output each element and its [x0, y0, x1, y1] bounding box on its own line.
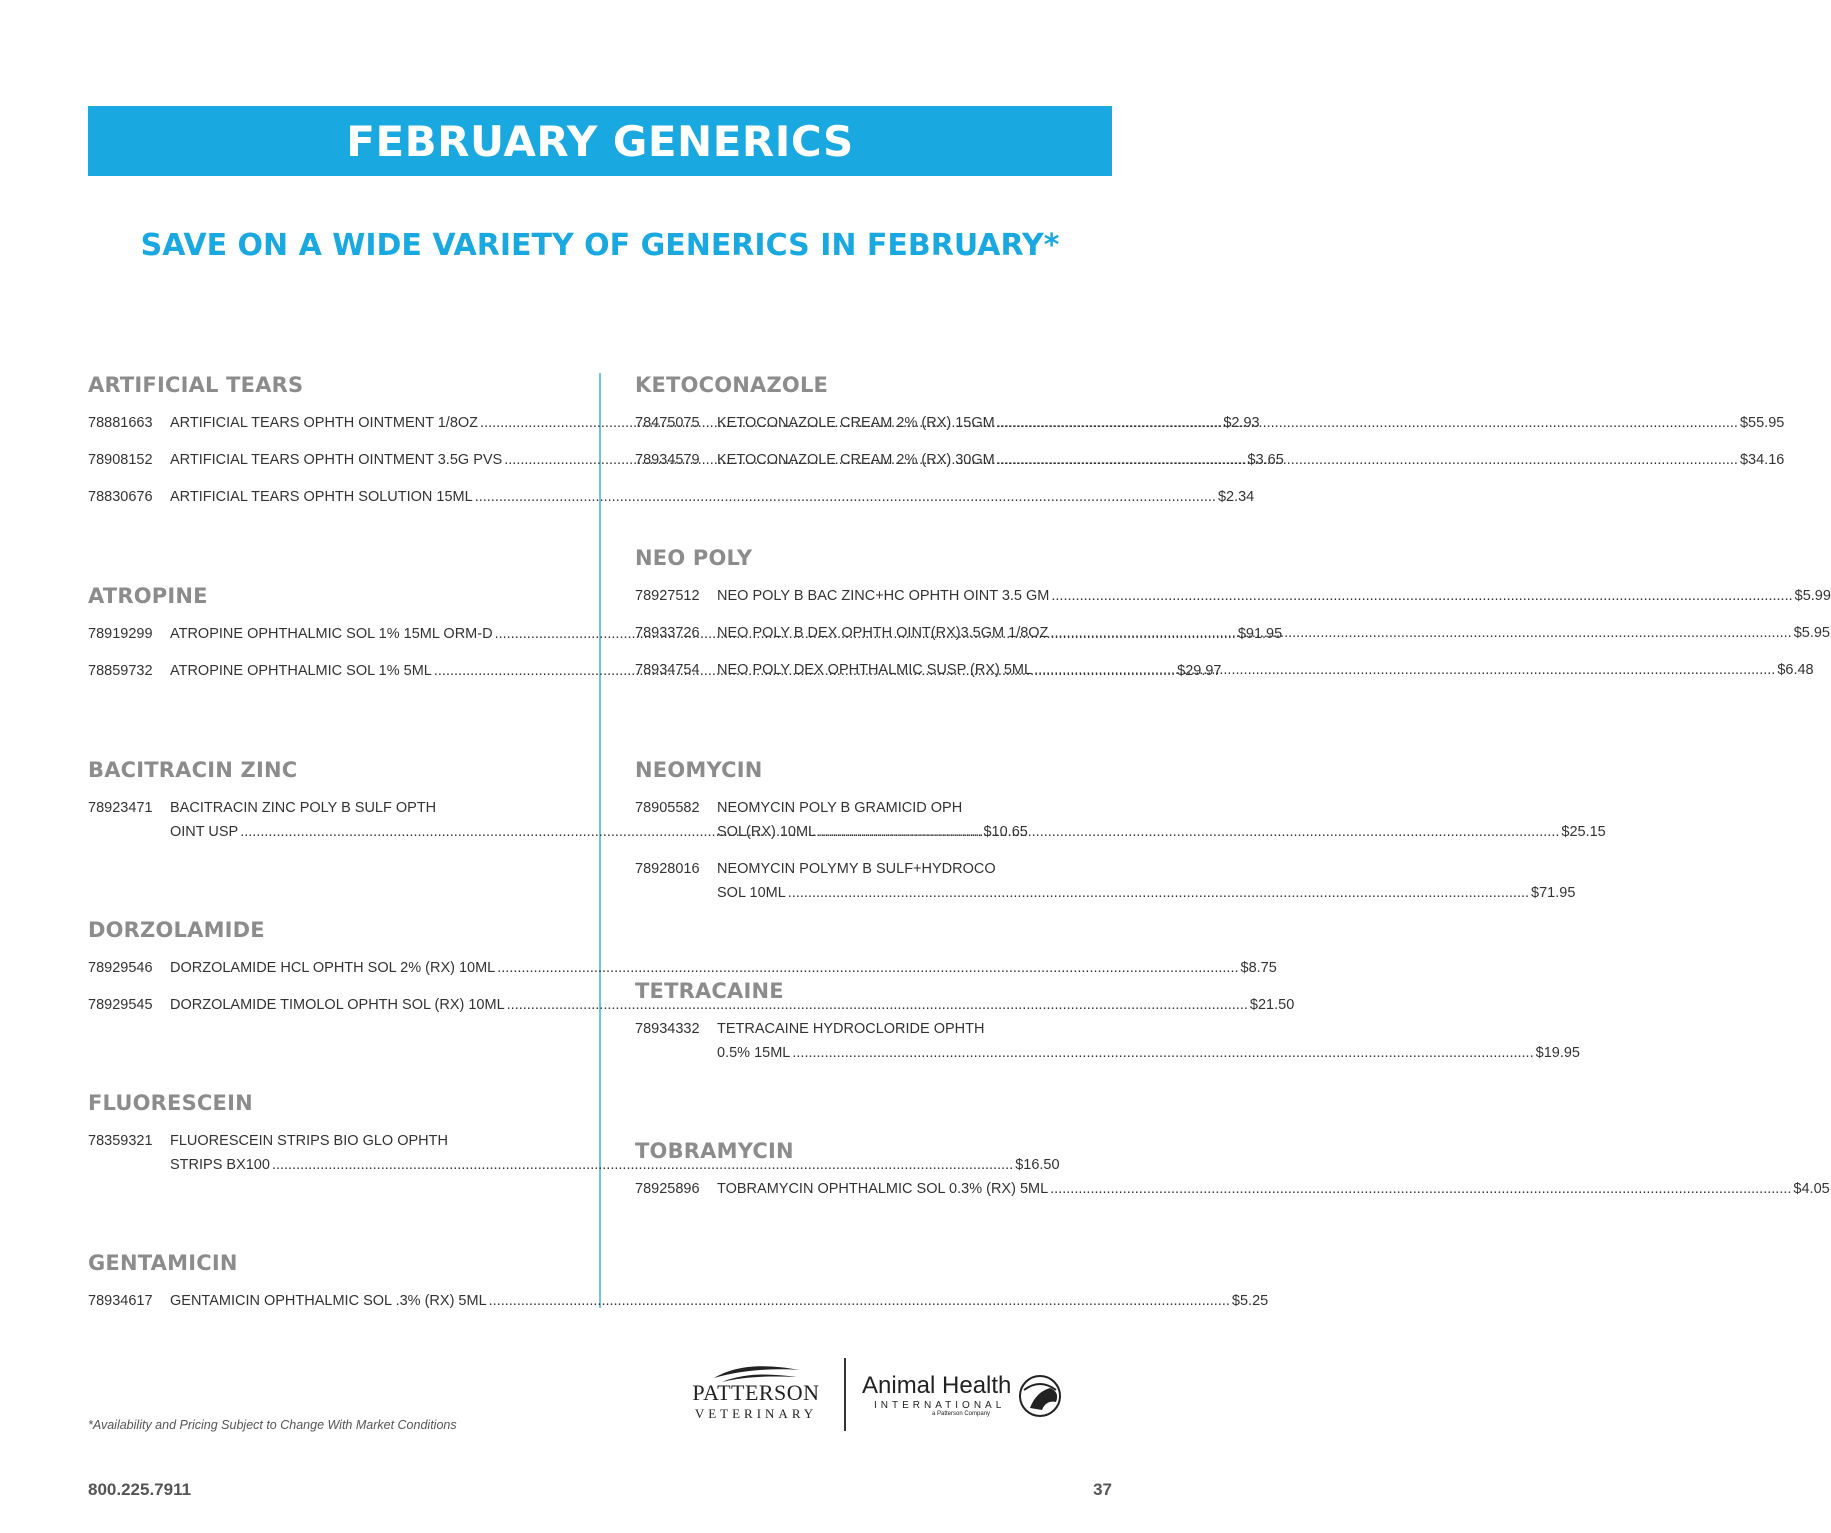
- product-code: 78928016: [635, 861, 700, 877]
- product-section: [635, 1139, 1830, 1214]
- product-code: 78859732: [88, 663, 153, 679]
- dot-leader: [788, 881, 1529, 905]
- description-text: NEO POLY B DEX OPHTH OINT(RX)3.5GM 1/8OZ: [717, 625, 1049, 641]
- product-code: 78923471: [88, 800, 153, 816]
- section-title: GENTAMICIN: [88, 1251, 238, 1275]
- description-text: TETRACAINE HYDROCLORIDE OPHTH: [717, 1021, 985, 1037]
- description-line: [717, 621, 1830, 645]
- product-price: $21.50: [1249, 997, 1295, 1013]
- description-text: ARTIFICIAL TEARS OPHTH OINTMENT 3.5G PVS: [170, 452, 503, 468]
- product-description: [717, 448, 1784, 472]
- ahi-tagline: a Patterson Company: [932, 1411, 991, 1417]
- product-description: [717, 621, 1830, 645]
- page-number: 37: [1093, 1480, 1112, 1499]
- product-section: [635, 758, 1606, 918]
- footnote: *Availability and Pricing Subject to Change With Market Conditions: [88, 1418, 457, 1432]
- description-text: SOL 10ML: [717, 885, 786, 901]
- dot-leader: [1050, 621, 1791, 645]
- product-description: [717, 796, 1606, 844]
- product-price: $5.95: [1793, 625, 1830, 641]
- product-row: [88, 993, 1295, 1017]
- patterson-sub: VETERINARY: [694, 1406, 818, 1421]
- description-text: OINT USP: [170, 824, 239, 840]
- product-description: [170, 956, 1277, 980]
- product-price: $16.50: [1015, 1157, 1060, 1173]
- description-line: [717, 1177, 1830, 1201]
- product-code: 78905582: [635, 800, 700, 816]
- product-row: [88, 956, 1277, 980]
- description-text: NEO POLY B BAC ZINC+HC OPHTH OINT 3.5 GM: [717, 588, 1050, 604]
- description-text: TOBRAMYCIN OPHTHALMIC SOL 0.3% (RX) 5ML: [717, 1181, 1049, 1197]
- product-price: $2.34: [1217, 489, 1255, 505]
- product-row: [88, 1289, 1269, 1313]
- product-code: 78929545: [88, 997, 153, 1013]
- patterson-name: PATTERSON: [692, 1380, 820, 1405]
- description-text: STRIPS BX100: [170, 1157, 270, 1173]
- section-title: NEOMYCIN: [635, 758, 763, 782]
- description-text: ARTIFICIAL TEARS OPHTH SOLUTION 15ML: [170, 489, 473, 505]
- product-description: [717, 1177, 1830, 1201]
- section-title: ARTIFICIAL TEARS: [88, 373, 304, 397]
- product-code: 78927512: [635, 588, 700, 604]
- dot-leader: [1050, 1177, 1791, 1201]
- product-row: [635, 584, 1831, 608]
- product-price: $91.95: [1237, 626, 1283, 642]
- product-description: [170, 1289, 1268, 1313]
- product-section: [88, 1251, 1269, 1326]
- description-line: [717, 584, 1831, 608]
- description-text: NEOMYCIN POLY B GRAMICID OPH: [717, 800, 963, 816]
- product-code: 78475075: [635, 415, 700, 431]
- product-price: $29.97: [1177, 663, 1222, 679]
- description-line: [717, 1017, 1580, 1041]
- dot-leader: [792, 1041, 1533, 1065]
- product-row: [635, 796, 1606, 844]
- section-title: TETRACAINE: [635, 979, 784, 1003]
- page-title: FEBRUARY GENERICS: [346, 116, 854, 166]
- product-code: 78908152: [88, 452, 153, 468]
- product-code: 78934579: [635, 452, 700, 468]
- description-line: [717, 1041, 1580, 1065]
- section-title: NEO POLY: [635, 546, 753, 570]
- description-text: 0.5% 15ML: [717, 1045, 791, 1061]
- product-price: $19.95: [1535, 1045, 1580, 1061]
- product-description: [717, 658, 1814, 682]
- description-text: KETOCONAZOLE CREAM 2% (RX) 30GM: [717, 452, 995, 468]
- product-code: 78934754: [635, 662, 700, 678]
- description-text: FLUORESCEIN STRIPS BIO GLO OPHTH: [170, 1133, 448, 1149]
- dot-leader: [475, 485, 1216, 509]
- description-text: GENTAMICIN OPHTHALMIC SOL .3% (RX) 5ML: [170, 1293, 487, 1309]
- product-code: 78934617: [88, 1293, 153, 1309]
- description-line: [717, 658, 1814, 682]
- description-line: [717, 448, 1784, 472]
- section-title: TOBRAMYCIN: [635, 1139, 794, 1163]
- product-code: 78830676: [88, 489, 153, 505]
- product-price: $10.65: [983, 824, 1028, 840]
- animal-globe-icon: [1016, 1370, 1066, 1420]
- page-subtitle: SAVE ON A WIDE VARIETY OF GENERICS IN FEBRUARY*: [140, 228, 1060, 263]
- product-code: 78925896: [635, 1181, 700, 1197]
- dot-leader: [997, 411, 1738, 435]
- description-line: [717, 796, 1606, 820]
- ahi-sub: INTERNATIONAL: [874, 1400, 1006, 1411]
- page-title-banner: [88, 106, 1112, 176]
- description-text: DORZOLAMIDE HCL OPHTH SOL 2% (RX) 10ML: [170, 960, 496, 976]
- product-row: [635, 1177, 1830, 1201]
- product-description: [717, 1017, 1580, 1065]
- section-title: ATROPINE: [88, 584, 208, 608]
- product-price: $8.75: [1240, 960, 1277, 976]
- product-price: $3.65: [1247, 452, 1284, 468]
- section-title: BACITRACIN ZINC: [88, 758, 298, 782]
- dot-leader: [489, 1289, 1230, 1313]
- product-description: [717, 857, 1575, 905]
- product-price: $55.95: [1739, 415, 1785, 431]
- product-code: 78934332: [635, 1021, 700, 1037]
- dot-leader: [1034, 658, 1775, 682]
- description-text: BACITRACIN ZINC POLY B SULF OPTH: [170, 800, 437, 816]
- product-price: $4.05: [1793, 1181, 1830, 1197]
- product-row: [635, 857, 1576, 905]
- description-text: KETOCONAZOLE CREAM 2% (RX) 15GM: [717, 415, 995, 431]
- product-row: [635, 1017, 1580, 1065]
- description-text: NEO POLY DEX OPHTHALMIC SUSP (RX) 5ML: [717, 662, 1033, 678]
- logos: [676, 1358, 1076, 1433]
- product-description: [170, 485, 1254, 509]
- description-line: [717, 881, 1575, 905]
- patterson-logo: [676, 1362, 836, 1422]
- product-price: $5.25: [1231, 1293, 1269, 1309]
- description-line: [717, 857, 1575, 881]
- description-text: ATROPINE OPHTHALMIC SOL 1% 15ML ORM-D: [170, 626, 493, 642]
- description-text: ARTIFICIAL TEARS OPHTH OINTMENT 1/8OZ: [170, 415, 479, 431]
- product-price: $34.16: [1739, 452, 1785, 468]
- product-description: [717, 584, 1831, 608]
- description-line: [170, 956, 1277, 980]
- description-line: [170, 485, 1254, 509]
- description-text: DORZOLAMIDE TIMOLOL OPHTH SOL (RX) 10ML: [170, 997, 505, 1013]
- dot-leader: [1051, 584, 1792, 608]
- product-code: 78929546: [88, 960, 153, 976]
- description-text: ATROPINE OPHTHALMIC SOL 1% 5ML: [170, 663, 432, 679]
- phone-number: 800.225.7911: [88, 1480, 192, 1499]
- patterson-swoosh-icon: [712, 1362, 802, 1384]
- description-text: NEOMYCIN POLYMY B SULF+HYDROCO: [717, 861, 996, 877]
- product-code: 78359321: [88, 1133, 153, 1149]
- product-description: [717, 411, 1784, 435]
- section-title: KETOCONAZOLE: [635, 373, 829, 397]
- description-line: [717, 411, 1784, 435]
- dot-leader: [818, 820, 1559, 844]
- ahi-name: Animal Health: [862, 1372, 1012, 1399]
- product-code: 78919299: [88, 626, 153, 642]
- product-price: $2.93: [1223, 415, 1260, 431]
- section-title: DORZOLAMIDE: [88, 918, 265, 942]
- product-price: $71.95: [1531, 885, 1576, 901]
- description-line: [170, 1289, 1268, 1313]
- description-line: [717, 820, 1606, 844]
- section-title: FLUORESCEIN: [88, 1091, 253, 1115]
- product-price: $5.99: [1794, 588, 1831, 604]
- product-price: $6.48: [1777, 662, 1814, 678]
- product-price: $25.15: [1561, 824, 1606, 840]
- product-code: 78881663: [88, 415, 153, 431]
- logo-divider: [844, 1358, 846, 1431]
- dot-leader: [997, 448, 1738, 472]
- product-row: [88, 485, 1255, 509]
- product-code: 78933726: [635, 625, 700, 641]
- dot-leader: [497, 956, 1238, 980]
- description-text: SOL(RX) 10ML: [717, 824, 817, 840]
